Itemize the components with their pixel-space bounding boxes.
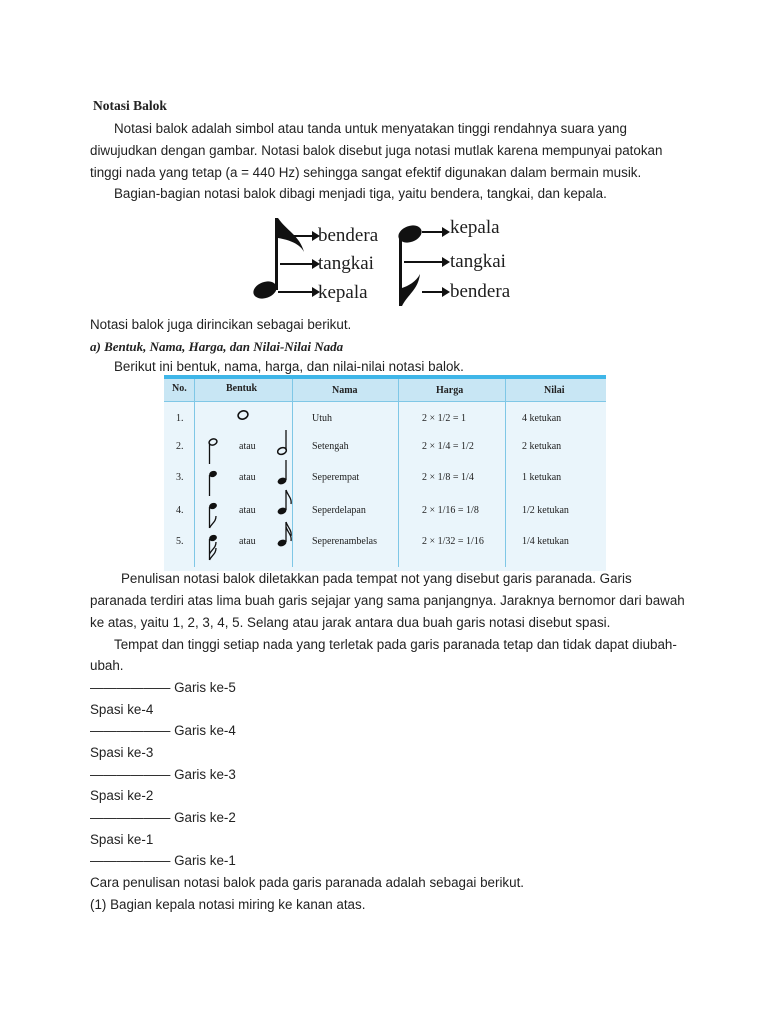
eighth-note-stem-down-icon bbox=[208, 501, 220, 532]
staff-line-1: —————— Garis ke-1 bbox=[90, 853, 236, 868]
staff-space-4: Spasi ke-4 bbox=[90, 702, 154, 717]
half-note-stem-down-icon bbox=[208, 437, 218, 468]
eighth-note-stem-up-icon bbox=[276, 489, 292, 520]
whole-note-icon bbox=[236, 409, 250, 424]
header-nama: Nama bbox=[332, 385, 358, 396]
paragraph-4: Berikut ini bentuk, nama, harga, dan nilai-nilai notasi balok. bbox=[114, 359, 464, 374]
rule: —————— bbox=[90, 767, 171, 782]
staff-space-3: Spasi ke-3 bbox=[90, 745, 154, 760]
header-bentuk: Bentuk bbox=[226, 383, 258, 394]
header-harga: Harga bbox=[436, 385, 464, 396]
paragraph-8: (1) Bagian kepala notasi miring ke kanan atas. bbox=[90, 897, 366, 912]
paragraph-6-line-2: ubah. bbox=[90, 658, 124, 673]
rule: —————— bbox=[90, 680, 171, 695]
paragraph-1-line-2: diwujudkan dengan gambar. Notasi balok disebut juga notasi mutlak karena mempunyai patokan bbox=[90, 143, 663, 158]
cell-no: 3. bbox=[176, 472, 184, 483]
cell-nama: Seperenambelas bbox=[312, 536, 377, 547]
cell-nilai: 2 ketukan bbox=[522, 441, 562, 452]
quarter-note-stem-down-icon bbox=[208, 469, 218, 500]
label-tangkai-left: tangkai bbox=[318, 253, 374, 274]
rule: —————— bbox=[90, 810, 171, 825]
cell-harga: 2 × 1/16 = 1/8 bbox=[422, 505, 479, 516]
connector-atau: atau bbox=[239, 441, 256, 452]
paragraph-1-line-3: tinggi nada yang tetap (a = 440 Hz) sehingga sangat efektif digunakan dalam bermain musik. bbox=[90, 165, 642, 180]
cell-nama: Seperempat bbox=[312, 472, 360, 483]
paragraph-5-line-1: Penulisan notasi balok diletakkan pada tempat not yang disebut garis paranada. Garis bbox=[121, 571, 632, 586]
connector-atau: atau bbox=[239, 472, 256, 483]
paragraph-5-line-2: paranada terdiri atas lima buah garis sejajar yang sama panjangnya. Jaraknya bernomor dari bawah bbox=[90, 593, 685, 608]
cell-nilai: 4 ketukan bbox=[522, 413, 562, 424]
cell-harga: 2 × 1/8 = 1/4 bbox=[422, 472, 474, 483]
cell-no: 1. bbox=[176, 413, 184, 424]
label-bendera-right: bendera bbox=[450, 281, 511, 302]
cell-no: 5. bbox=[176, 536, 184, 547]
label-tangkai-right: tangkai bbox=[450, 251, 506, 272]
header-nilai: Nilai bbox=[544, 385, 565, 396]
cell-nama: Utuh bbox=[312, 413, 332, 424]
cell-nilai: 1 ketukan bbox=[522, 472, 562, 483]
staff-line-5: —————— Garis ke-5 bbox=[90, 680, 236, 695]
rule: —————— bbox=[90, 723, 171, 738]
cell-harga: 2 × 1/32 = 1/16 bbox=[422, 536, 484, 547]
paragraph-3: Notasi balok juga dirincikan sebagai berikut. bbox=[90, 317, 352, 332]
subheading: a) Bentuk, Nama, Harga, dan Nilai-Nilai Nada bbox=[90, 339, 344, 354]
paragraph-2: Bagian-bagian notasi balok dibagi menjadi tiga, yaitu bendera, tangkai, dan kepala. bbox=[114, 186, 607, 201]
cell-nilai: 1/2 ketukan bbox=[522, 505, 569, 516]
staff-space-1: Spasi ke-1 bbox=[90, 832, 154, 847]
staff-line-4: —————— Garis ke-4 bbox=[90, 723, 236, 738]
label-bendera-left: bendera bbox=[318, 225, 379, 246]
cell-nilai: 1/4 ketukan bbox=[522, 536, 569, 547]
staff-line-2: —————— Garis ke-2 bbox=[90, 810, 236, 825]
note-values-table bbox=[164, 375, 606, 571]
paragraph-1-line-1: Notasi balok adalah simbol atau tanda untuk menyatakan tinggi rendahnya suara yang bbox=[114, 121, 627, 136]
connector-atau: atau bbox=[239, 536, 256, 547]
paragraph-7: Cara penulisan notasi balok pada garis paranada adalah sebagai berikut. bbox=[90, 875, 525, 890]
cell-no: 4. bbox=[176, 505, 184, 516]
sixteenth-note-stem-up-icon bbox=[276, 521, 292, 552]
quarter-note-stem-up-icon bbox=[276, 459, 288, 490]
note-parts-diagram bbox=[248, 212, 524, 310]
sixteenth-note-stem-down-icon bbox=[208, 533, 220, 564]
label-kepala-left: kepala bbox=[318, 282, 368, 303]
cell-nama: Setengah bbox=[312, 441, 349, 452]
header-no: No. bbox=[172, 383, 187, 394]
half-note-stem-up-icon bbox=[276, 429, 288, 460]
section-heading: Notasi Balok bbox=[93, 98, 167, 113]
rule: —————— bbox=[90, 853, 171, 868]
staff-space-2: Spasi ke-2 bbox=[90, 788, 154, 803]
cell-no: 2. bbox=[176, 441, 184, 452]
cell-harga: 2 × 1/2 = 1 bbox=[422, 413, 467, 424]
staff-line-3: —————— Garis ke-3 bbox=[90, 767, 236, 782]
cell-nama: Seperdelapan bbox=[312, 505, 366, 516]
paragraph-5-line-3: ke atas, yaitu 1, 2, 3, 4, 5. Selang atau jarak antara dua buah garis notasi disebut spasi. bbox=[90, 615, 611, 630]
connector-atau: atau bbox=[239, 505, 256, 516]
cell-harga: 2 × 1/4 = 1/2 bbox=[422, 441, 474, 452]
paragraph-6-line-1: Tempat dan tinggi setiap nada yang terletak pada garis paranada tetap dan tidak dapat diubah- bbox=[114, 637, 677, 652]
label-kepala-right: kepala bbox=[450, 217, 500, 238]
